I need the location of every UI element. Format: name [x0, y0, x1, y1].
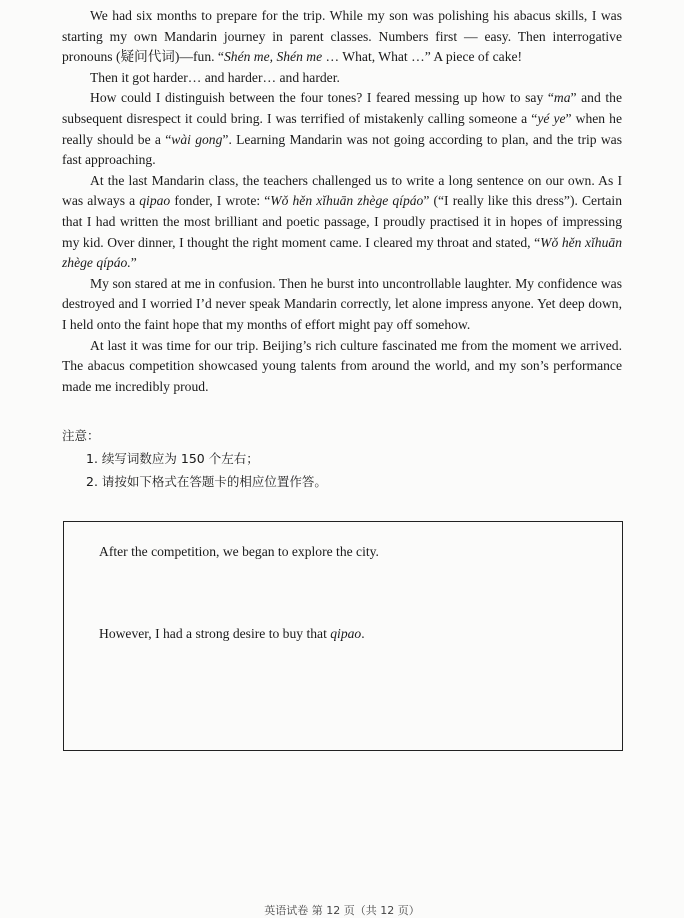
- italic-term: ma: [553, 90, 571, 106]
- paragraph: My son stared at me in confusion. Then he burst into uncontrollable laughter. My confidence was destroyed and I worried I’d never speak Mandarin correctly, let alone impress anyone. Yet deep down, I held onto the faint hope that my months of effort might pay off somehow.: [62, 275, 622, 332]
- italic-term: wài gong: [171, 131, 223, 147]
- story-passage: [62, 6, 622, 397]
- note-item: 2. 请按如下格式在答题卡的相应位置作答。: [86, 474, 327, 489]
- paragraph: We had six months to prepare for the trip. While my son was polishing his abacus skills, I was starting my own Mandarin journey in parent classes. Numbers first — easy. Then interrogative pronouns (疑问代词)—fun. “Shén me, Shén me … What, What …” A piece of cake!: [62, 8, 622, 65]
- paragraph: At the last Mandarin class, the teachers challenged us to write a long sentence on our own. As I was always a qipao fonder, I wrote: “Wǒ hěn xǐhuān zhège qípáo” (“I really like this dress”). Certain that I had written the most brilliant and poetic passage, I proudly practised it in hopes of impressing my kid. Over dinner, I thought the right moment came. I cleared my throat and stated, “Wǒ hěn xǐhuān zhège qípáo.”: [62, 172, 622, 271]
- instructions: [62, 424, 622, 493]
- paragraph: Then it got harder… and harder… and harder.: [90, 69, 340, 85]
- notes-heading: 注意：: [62, 428, 100, 443]
- continuation-prompt-1: After the competition, we began to explore the city.: [99, 544, 379, 559]
- italic-term: Wǒ hěn xǐhuān zhège qípáo: [270, 193, 424, 209]
- continuation-prompt-2: However, I had a strong desire to buy that qipao.: [99, 626, 365, 641]
- note-item: 1. 续写词数应为 150 个左右；: [86, 451, 259, 466]
- paragraph: How could I distinguish between the four tones? I feared messing up how to say “ma” and the subsequent disrespect it could bring. I was terrified of mistakenly calling someone a “yé ye” when he really should be a “wài gong”. Learning Mandarin was not going according to plan, and the trip was fast approaching.: [62, 90, 622, 168]
- page-footer: 英语试卷 第 12 页（共 12 页）: [264, 904, 420, 917]
- answer-box[interactable]: [63, 521, 623, 751]
- italic-term: Wǒ hěn xǐhuān zhège qípáo.: [62, 234, 622, 271]
- italic-term: Shén me, Shén me: [223, 49, 323, 65]
- italic-term: qipao: [330, 626, 362, 641]
- paragraph: At last it was time for our trip. Beijing’s rich culture fascinated me from the moment we arrived. The abacus competition showcased young talents from around the world, and my son’s performance made me incredibly proud.: [62, 337, 622, 394]
- italic-term: qipao: [139, 193, 171, 209]
- italic-term: yé ye: [537, 110, 566, 126]
